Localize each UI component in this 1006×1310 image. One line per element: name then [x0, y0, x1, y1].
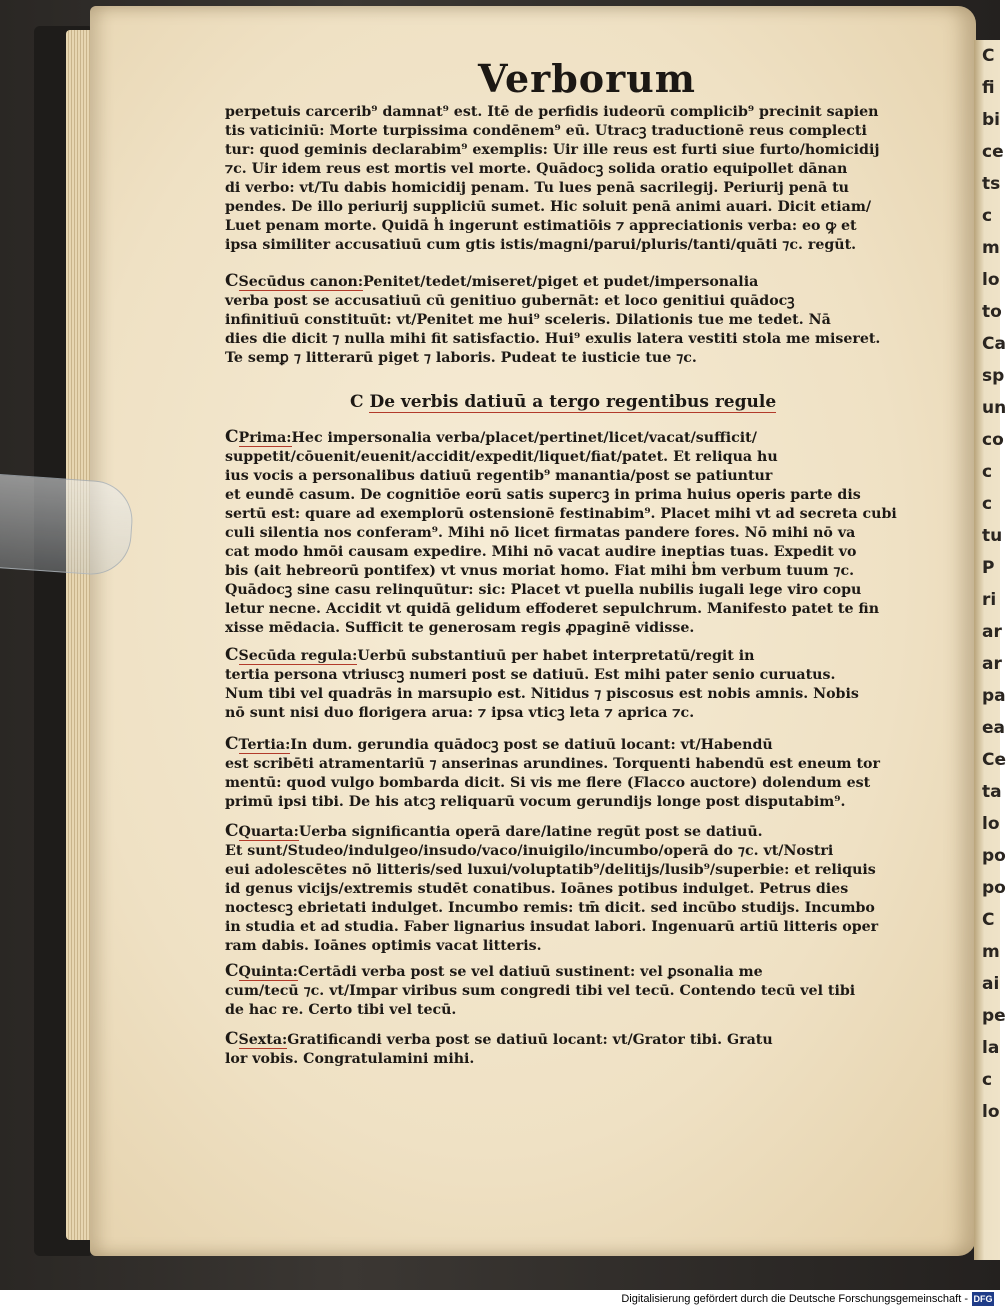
- text-line: [225, 1030, 913, 1050]
- facing-page-fragment: ce: [982, 142, 1004, 162]
- text-block: [225, 962, 913, 1020]
- glass-page-weight: [0, 473, 135, 577]
- paragraph-mark: C: [225, 961, 239, 981]
- section-title-text: De verbis datiuū a tergo regentibus regule: [369, 392, 777, 412]
- text-line: pendes. De illo periurij suppliciū sumet. Hic soluit penā animi auari. Dicit etiam/: [225, 199, 872, 215]
- facing-page-fragment: c: [982, 494, 993, 514]
- line-text: Hec impersonalia verba/placet/pertinet/licet/vacat/sufficit/: [291, 430, 757, 446]
- facing-page-edge: [974, 40, 1006, 1260]
- facing-page-fragment: bi: [982, 110, 1000, 130]
- facing-page-fragment: c: [982, 462, 993, 482]
- facing-page-fragment: fi: [982, 78, 995, 98]
- facing-page-fragment: ri: [982, 590, 997, 610]
- text-block: [225, 1030, 913, 1069]
- line-text: Uerba significantia operā dare/latine regūt post se datiuū.: [298, 824, 763, 840]
- text-line: tertia persona vtriuscꝫ numeri post se datiuū. Est mihi pater senio curuatus.: [225, 667, 836, 683]
- text-line: mentū: quod vulgo bombarda dicit. Si vis me flere (Flacco auctore) dolendum est: [225, 775, 871, 791]
- text-line: letur necne. Accidit vt quidā gelidum effoderet sepulchrum. Manifesto patet te fin: [225, 601, 880, 617]
- line-text: Uerbū substantiuū per habet interpretatū/regit in: [357, 648, 755, 664]
- rubric-heading: Prima:: [238, 430, 292, 446]
- text-line: sertū est: quare ad exemplorū ostensionē festinabim⁹. Placet mihi vt ad secreta cubi: [225, 506, 897, 522]
- facing-page-fragment: ts: [982, 174, 1001, 194]
- facing-page-fragment: la: [982, 1038, 1000, 1058]
- text-line: et eundē casum. De cognitiōe eorū satis supercꝫ in prima huius operis parte dis: [225, 487, 861, 503]
- page-heading: Verborum: [478, 56, 696, 101]
- text-block: [225, 103, 913, 255]
- facing-page-fragment: tu: [982, 526, 1003, 546]
- digitization-credit: Digitalisierung gefördert durch die Deutsche Forschungsgemeinschaft -: [621, 1293, 968, 1305]
- text-line: ⁊c. Uir idem reus est mortis vel morte. Quādocꝫ solida oratio equipollet dānan: [225, 161, 848, 177]
- facing-page-fragment: to: [982, 302, 1002, 322]
- text-block: [225, 428, 913, 638]
- text-line: Quādocꝫ sine casu relinquūtur: sic: Placet vt puella nubilis iugali lege viro copu: [225, 582, 862, 598]
- text-line: perpetuis carcerib⁹ damnat⁹ est. Itē de perfidis iudeorū complicib⁹ precinit sapien: [225, 104, 879, 120]
- text-line: di verbo: vt/Tu dabis homicidij penam. Tu lues penā sacrilegij. Periurij penā tu: [225, 180, 849, 196]
- text-line: Te semꝑ ⁊ litterarū piget ⁊ laboris. Pudeat te iusticie tue ⁊c.: [225, 350, 697, 366]
- text-line: cat modo hmōi causam expedire. Mihi nō vacat audire ineptias tuas. Expedit vo: [225, 544, 857, 560]
- rubric-heading: Quinta:: [238, 964, 298, 980]
- facing-page-fragment: ea: [982, 718, 1006, 738]
- line-text: In dum. gerundia quādocꝫ post se datiuū locant: vt/Habendū: [290, 737, 773, 753]
- text-line: [225, 646, 913, 666]
- text-line: primū ipsi tibi. De his atcꝫ reliquarū vocum gerundijs longe post disputabim⁹.: [225, 794, 846, 810]
- facing-page-fragment: m: [982, 238, 1000, 258]
- text-line: Luet penam morte. Quidā ḣ ingerunt estimatiōis ⁊ appreciationis verba: eo ꝙ et: [225, 218, 857, 234]
- text-line: infinitiuū constituūt: vt/Penitet me hui⁹ sceleris. Dilationis tue me tedet. Nā: [225, 312, 831, 328]
- text-line: noctescꝫ ebrietati indulget. Incumbo remis: tm̄ dicit. sed incūbo studijs. Incumbo: [225, 900, 875, 916]
- text-line: xisse mēdacia. Sufficit te generosam regis ꝓpaginē vidisse.: [225, 620, 695, 636]
- text-line: verba post se accusatiuū cū genitiuo gubernāt: et loco genitiui quādocꝫ: [225, 293, 795, 309]
- facing-page-fragment: ar: [982, 654, 1002, 674]
- paragraph-mark: C: [225, 645, 239, 665]
- dfg-logo: DFG: [973, 1294, 993, 1304]
- facing-page-fragment: pa: [982, 686, 1006, 706]
- text-line: Num tibi vel quadrās in marsupio est. Nitidus ⁊ piscosus est nobis amnis. Nobis: [225, 686, 859, 702]
- text-line: dies die dicit ⁊ nulla mihi fit satisfactio. Hui⁹ exulis latera vestiti stola me miseret.: [225, 331, 881, 347]
- facing-page-fragment: sp: [982, 366, 1005, 386]
- rubric-heading: Quarta:: [238, 824, 299, 840]
- text-line: [225, 272, 913, 292]
- facing-page-fragment: lo: [982, 1102, 1000, 1122]
- facing-page-fragment: ar: [982, 622, 1002, 642]
- paragraph-mark: C: [225, 734, 239, 754]
- paragraph-mark: C: [225, 1029, 239, 1049]
- facing-page-fragment: po: [982, 878, 1006, 898]
- text-line: Et sunt/Studeo/indulgeo/insudo/vaco/inuigilo/incumbo/operā do ⁊c. vt/Nostri: [225, 843, 834, 859]
- text-line: suppetit/cōuenit/euenit/accidit/expedit/liquet/fiat/patet. Et reliqua hu: [225, 449, 778, 465]
- text-line: est scribēti atramentariū ⁊ anserinas arundines. Torquenti habendū est eneum tor: [225, 756, 880, 772]
- text-line: ram dabis. Ioānes optimis vacat litteris.: [225, 938, 542, 954]
- facing-page-fragment: C: [982, 910, 995, 930]
- rubric-heading: Secūdus canon:: [238, 274, 364, 290]
- text-line: [225, 822, 913, 842]
- section-title: [350, 392, 776, 412]
- facing-page-fragment: pe: [982, 1006, 1006, 1026]
- text-block: [225, 822, 913, 956]
- facing-page-fragment: C: [982, 46, 995, 66]
- text-line: tis vaticiniū: Morte turpissima condēnem⁹ eū. Utracꝫ traductionē reus complecti: [225, 123, 867, 139]
- facing-page-fragment: m: [982, 942, 1000, 962]
- text-line: de hac re. Certo tibi vel tecū.: [225, 1002, 457, 1018]
- rubric-heading: Tertia:: [238, 737, 291, 753]
- text-block: [225, 272, 913, 368]
- text-line: id genus vicijs/extremis studēt conatibus. Ioānes potibus indulget. Petrus dies: [225, 881, 849, 897]
- text-line: [225, 735, 913, 755]
- facing-page-fragment: P: [982, 558, 995, 578]
- text-line: tur: quod geminis declarabim⁹ exemplis: Uir ille reus est furti siue furto/homicidij: [225, 142, 880, 158]
- text-line: ipsa similiter accusatiuū cum gtis istis/magni/parui/pluris/tanti/quāti ⁊c. regūt.: [225, 237, 857, 253]
- text-line: culi silentia nos conferam⁹. Mihi nō licet firmatas pandere fores. Nō mihi nō va: [225, 525, 856, 541]
- facing-page-fragment: Ca: [982, 334, 1006, 354]
- text-line: in studia et ad studia. Faber lignarius insudat labori. Ingenuarū artiū litteris oper: [225, 919, 879, 935]
- facing-page-fragment: ai: [982, 974, 1000, 994]
- text-line: nō sunt nisi duo florigera arua: ⁊ ipsa vticꝫ leta ⁊ aprica ⁊c.: [225, 705, 695, 721]
- line-text: Gratificandi verba post se datiuū locant: vt/Grator tibi. Gratu: [287, 1032, 773, 1048]
- text-line: ius vocis a personalibus datiuū regentib⁹ manantia/post se patiuntur: [225, 468, 773, 484]
- line-text: Certādi verba post se vel datiuū sustinent: vel ꝑsonalia me: [297, 964, 763, 980]
- paragraph-mark: C: [350, 392, 364, 412]
- text-line: [225, 962, 913, 982]
- paragraph-mark: C: [225, 271, 239, 291]
- facing-page-fragment: c: [982, 206, 993, 226]
- paragraph-mark: C: [225, 821, 239, 841]
- text-block: [225, 735, 913, 812]
- text-block: [225, 646, 913, 723]
- rubric-heading: Sexta:: [238, 1032, 288, 1048]
- text-line: [225, 428, 913, 448]
- facing-page-fragment: c: [982, 1070, 993, 1090]
- text-line: cum/tecū ⁊c. vt/Impar viribus sum congredi tibi vel tecū. Contendo tecū vel tibi: [225, 983, 856, 999]
- facing-page-fragment: lo: [982, 814, 1000, 834]
- facing-page-fragment: co: [982, 430, 1004, 450]
- facing-page-fragment: ta: [982, 782, 1002, 802]
- facing-page-fragment: Ce: [982, 750, 1006, 770]
- line-text: Penitet/tedet/miseret/piget et pudet/impersonalia: [363, 274, 759, 290]
- facing-page-fragment: po: [982, 846, 1006, 866]
- paragraph-mark: C: [225, 427, 239, 447]
- text-line: eui adolescētes nō litteris/sed luxui/voluptatib⁹/delitijs/lusib⁹/superbie: et reliquis: [225, 862, 876, 878]
- rubric-heading: Secūda regula:: [238, 648, 358, 664]
- text-line: lor vobis. Congratulamini mihi.: [225, 1051, 475, 1067]
- text-line: bis (ait hebreorū pontifex) vt vnus moriat homo. Fiat mihi ḃm verbum tuum ⁊c.: [225, 563, 855, 579]
- facing-page-fragment: lo: [982, 270, 1000, 290]
- facing-page-fragment: un: [982, 398, 1006, 418]
